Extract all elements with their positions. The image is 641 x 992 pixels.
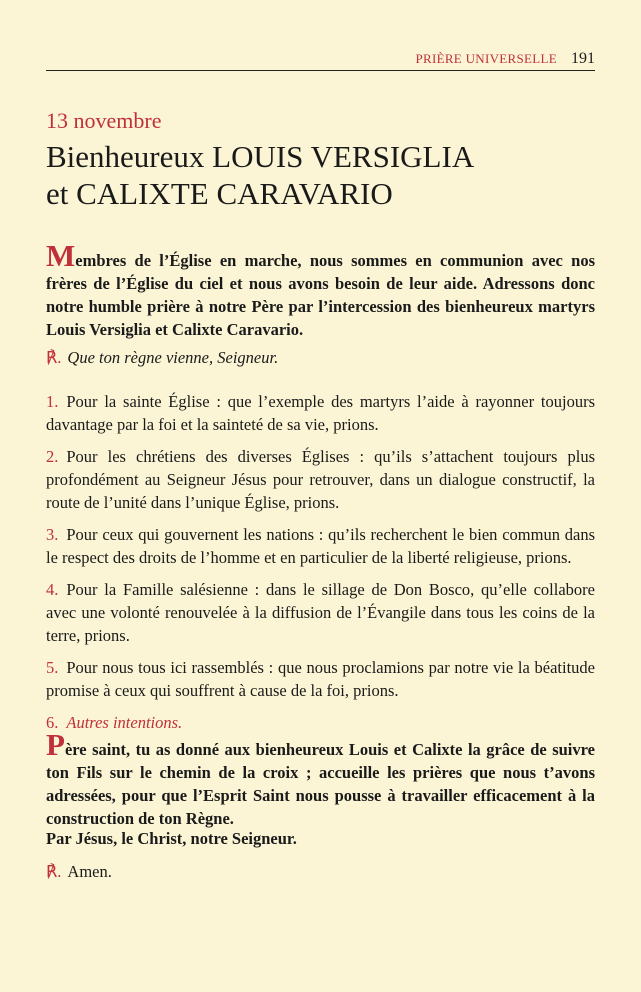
- intention-item: [46, 390, 595, 436]
- intention-text: Autres intentions.: [66, 713, 183, 732]
- header-rule: [46, 70, 595, 71]
- intention-item: [46, 711, 595, 734]
- running-head: [46, 50, 595, 68]
- amen-symbol: ℟.: [46, 862, 62, 881]
- running-title: PRIÈRE UNIVERSELLE: [415, 51, 557, 66]
- intention-item: [46, 445, 595, 514]
- amen-text: Amen.: [67, 862, 112, 881]
- prayer-initial: P: [46, 727, 65, 762]
- feast-date: 13 novembre: [46, 108, 162, 133]
- intention-number: 5.: [46, 658, 59, 677]
- closing-prayer: [46, 727, 595, 830]
- page-number: 191: [571, 50, 595, 67]
- intention-text: Pour ceux qui gouvernent les nations : qu’ils recherchent le bien commun dans le respect des droits de l’homme et en particulier de la liberté religieuse, prions.: [46, 525, 595, 567]
- intentions-list: [46, 390, 595, 743]
- response-symbol: ℟.: [46, 348, 62, 367]
- prayer-conclusion: Par Jésus, le Christ, notre Seigneur.: [46, 829, 297, 848]
- title-line-2: et CALIXTE CARAVARIO: [46, 176, 393, 211]
- intention-item: [46, 578, 595, 647]
- intention-number: 6.: [46, 713, 59, 732]
- page-title: [46, 138, 606, 212]
- intention-item: [46, 656, 595, 702]
- intention-text: Pour la sainte Église : que l’exemple des martyrs l’aide à rayonner toujours davantage par la foi et la sainteté de sa vie, prions.: [46, 392, 595, 434]
- introduction: [46, 238, 595, 341]
- intention-text: Pour nous tous ici rassemblés : que nous proclamions par notre vie la béatitude promise à ceux qui souffrent à cause de la foi, prions.: [46, 658, 595, 700]
- amen-response: [46, 860, 595, 883]
- intention-number: 3.: [46, 525, 59, 544]
- title-line-1: Bienheureux LOUIS VERSIGLIA: [46, 139, 475, 174]
- intention-text: Pour la Famille salésienne : dans le sillage de Don Bosco, qu’elle collabore avec une volonté renouvelée à la diffusion de l’Évangile dans tous les coins de la terre, prions.: [46, 580, 595, 645]
- response: [46, 346, 595, 369]
- prayer-text: ère saint, tu as donné aux bienheureux Louis et Calixte la grâce de suivre ton Fils sur le chemin de la croix ; accueille les prières que nous t’avons adressées, pour que l’Esprit Saint nous pousse à travailler efficacement à la construction de ton Règne.: [46, 740, 595, 828]
- response-text: Que ton règne vienne, Seigneur.: [67, 348, 279, 367]
- intro-text: embres de l’Église en marche, nous sommes en communion avec nos frères de l’Église du ciel et nous avons besoin de leur aide. Adressons donc notre humble prière à notre Père par l’intercession des bienheureux martyrs Louis Versiglia et Calixte Caravario.: [46, 251, 595, 339]
- intention-text: Pour les chrétiens des diverses Églises : qu’ils s’attachent toujours plus profondément au Seigneur Jésus pour retrouver, dans un dialogue constructif, la route de l’unité dans l’unique Église, prions.: [46, 447, 595, 512]
- intention-number: 2.: [46, 447, 59, 466]
- intro-initial: M: [46, 238, 76, 273]
- intention-number: 1.: [46, 392, 59, 411]
- intention-number: 4.: [46, 580, 59, 599]
- intention-item: [46, 523, 595, 569]
